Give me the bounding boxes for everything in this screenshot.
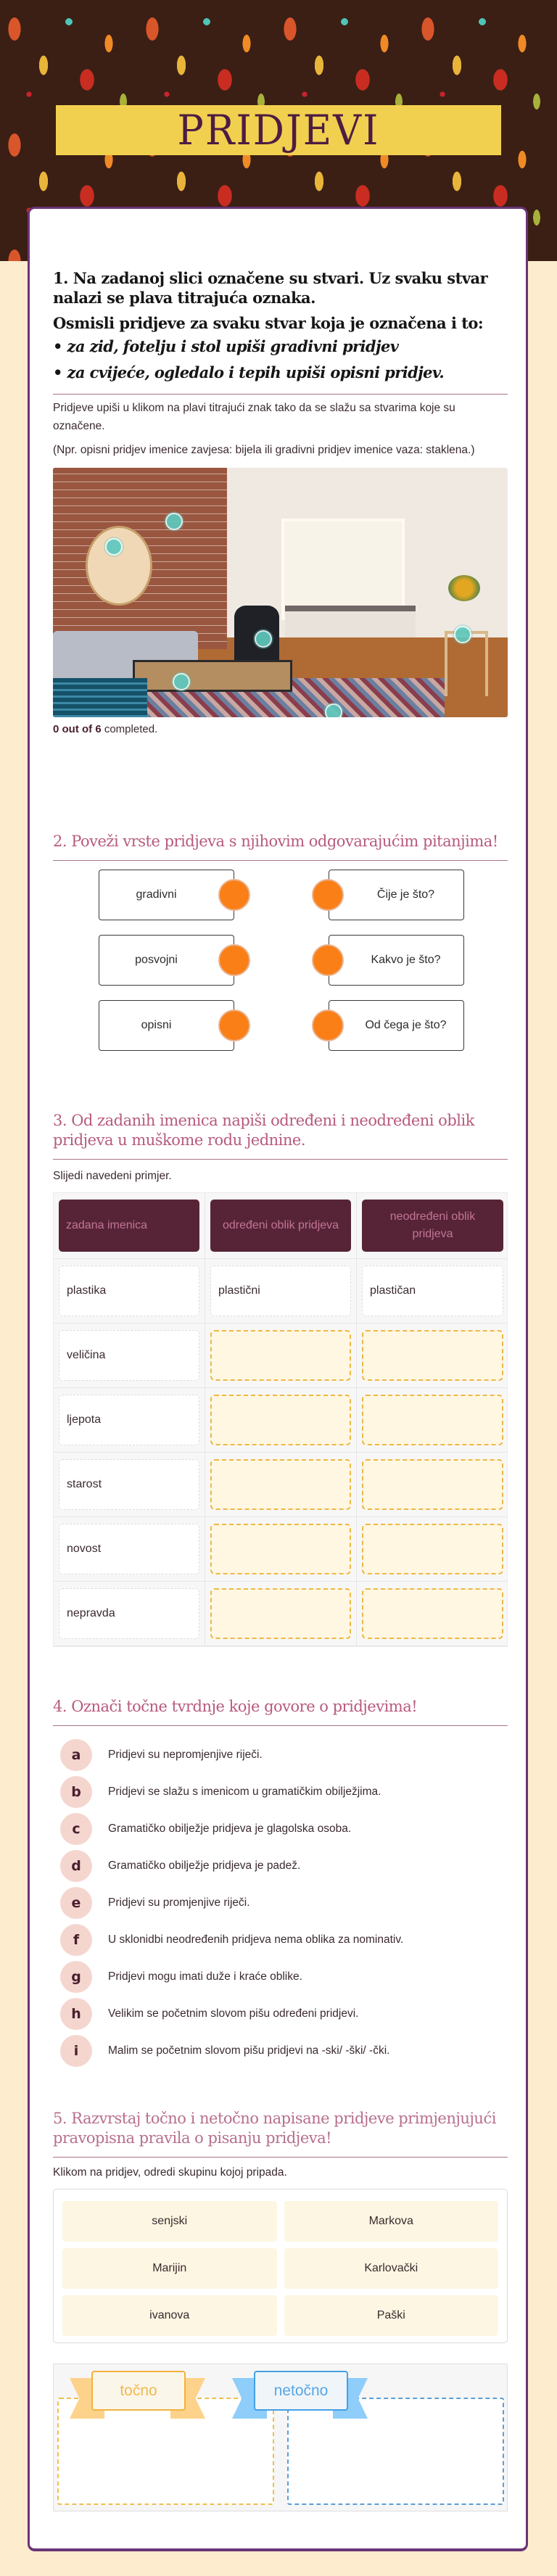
worksheet-card (28, 207, 528, 2551)
completion-count: 0 out of 6 (53, 723, 102, 735)
match-right-item[interactable] (329, 870, 464, 920)
option-letter: h (60, 1998, 92, 2030)
adjective-chip-panel (53, 2189, 508, 2343)
definite-input[interactable] (210, 1524, 351, 1574)
option-text: U sklonidbi neodređenih pridjeva nema oblika za nominativ. (108, 1933, 404, 1946)
option-text: Pridjevi mogu imati duže i kraće oblike. (108, 1970, 302, 1983)
option-text: Malim se početnim slovom pišu pridjevi na -ski/ -ški/ -čki. (108, 2044, 390, 2057)
page-title: PRIDJEVI (177, 106, 380, 154)
match-right-item[interactable] (329, 935, 464, 986)
question-5 (53, 2109, 508, 2511)
option-letter: b (60, 1776, 92, 1808)
option-d[interactable] (53, 1847, 508, 1884)
option-letter: d (60, 1850, 92, 1882)
option-h[interactable] (53, 1995, 508, 2032)
adjective-chip[interactable]: Paški (284, 2295, 499, 2336)
coffee-table (133, 660, 292, 692)
definite-cell: plastični (210, 1266, 351, 1316)
window-bench (285, 606, 416, 637)
option-text: Pridjevi su nepromjenjive riječi. (108, 1748, 263, 1761)
match-label: Čije je što? (376, 888, 435, 901)
question-1-bullet: • za cvijeće, ogledalo i tepih upiši opisni pridjev. (53, 363, 445, 381)
option-a[interactable] (53, 1736, 508, 1773)
table-row (54, 1324, 507, 1388)
bucket-incorrect-label: netočno (254, 2371, 348, 2411)
match-connector-dot[interactable] (218, 1010, 250, 1041)
noun-cell: novost (59, 1524, 199, 1574)
divider (53, 1159, 508, 1160)
bucket-correct-label: točno (91, 2371, 186, 2411)
match-left-item[interactable] (99, 935, 234, 986)
indefinite-input[interactable] (362, 1395, 503, 1445)
option-e[interactable] (53, 1884, 508, 1921)
question-4-title: 4. Označi točne tvrdnje koje govore o pridjevima! (53, 1698, 418, 1715)
round-mirror (86, 526, 152, 606)
column-header: određeni oblik pridjeva (210, 1200, 351, 1252)
question-5-title: 5. Razvrstaj točno i netočno napisane pridjeve primjenjujući pravopisna pravila o pisanju pridjeva! (53, 2110, 496, 2147)
match-label: gradivni (136, 888, 177, 901)
divider (53, 394, 508, 395)
divider (53, 1725, 508, 1726)
divider (53, 2157, 508, 2158)
blanket (53, 678, 147, 717)
match-connector-dot[interactable] (218, 944, 250, 976)
noun-cell: ljepota (59, 1395, 199, 1445)
match-label: Od čega je što? (365, 1019, 447, 1031)
match-label: opisni (141, 1019, 172, 1031)
question-3-instruction: Slijedi navedeni primjer. (53, 1170, 172, 1182)
option-text: Gramatičko obilježje pridjeva je padež. (108, 1859, 301, 1872)
indefinite-input[interactable] (362, 1524, 503, 1574)
adjective-chip[interactable]: Markova (284, 2201, 499, 2242)
completion-status (53, 723, 508, 735)
adjective-chip[interactable]: Karlovački (284, 2248, 499, 2289)
question-1-title: 1. Na zadanoj slici označene su stvari. Uz svaku stvar nalazi se plava titrajuća oznaka. (53, 269, 488, 307)
hotspot-rug[interactable] (325, 703, 342, 717)
sorting-buckets (53, 2364, 508, 2511)
adjective-chip[interactable]: Marijin (62, 2248, 277, 2289)
question-1-subtitle: Osmisli pridjeve za svaku stvar koja je označena i to: (53, 314, 484, 332)
definite-input[interactable] (210, 1330, 351, 1381)
question-5-instruction: Klikom na pridjev, odredi skupinu kojoj pripada. (53, 2166, 287, 2179)
noun-cell: starost (59, 1459, 199, 1510)
column-header: zadana imenica (59, 1200, 199, 1252)
match-connector-dot[interactable] (218, 879, 250, 911)
indefinite-input[interactable] (362, 1459, 503, 1510)
option-letter: c (60, 1813, 92, 1845)
table-row (54, 1453, 507, 1517)
question-3-title: 3. Od zadanih imenica napiši određeni i neodređeni oblik pridjeva u muškome rodu jednine. (53, 1112, 474, 1149)
option-f[interactable] (53, 1921, 508, 1958)
column-header: neodređeni oblik pridjeva (362, 1200, 503, 1252)
adjective-table (53, 1192, 508, 1647)
question-1-instruction: Pridjeve upiši u klikom na plavi titrajući znak tako da se slažu sa stvarima koje su označene. (53, 402, 455, 432)
title-banner (56, 105, 501, 155)
option-text: Pridjevi su promjenjive riječi. (108, 1896, 250, 1909)
indefinite-cell: plastičan (362, 1266, 503, 1316)
matching-area (53, 861, 508, 1078)
noun-cell: plastika (59, 1266, 199, 1316)
match-connector-dot[interactable] (312, 1010, 344, 1041)
noun-cell: nepravda (59, 1588, 199, 1639)
hotspot-flowers[interactable] (454, 626, 471, 643)
options-list (53, 1736, 508, 2069)
question-4 (53, 1697, 508, 2069)
adjective-chip[interactable]: ivanova (62, 2295, 277, 2336)
option-letter: e (60, 1887, 92, 1919)
hotspot-wall[interactable] (165, 513, 183, 530)
match-label: Kakvo je što? (371, 954, 441, 966)
option-letter: f (60, 1924, 92, 1956)
hotspot-table[interactable] (173, 673, 190, 690)
option-text: Gramatičko obilježje pridjeva je glagolska osoba. (108, 1822, 352, 1835)
option-letter: g (60, 1961, 92, 1993)
noun-cell: veličina (59, 1330, 199, 1381)
option-text: Pridjevi se slažu s imenicom u gramatičkim obilježjima. (108, 1785, 381, 1798)
definite-input[interactable] (210, 1588, 351, 1639)
question-1-bullet: • za zid, fotelju i stol upiši gradivni pridjev (53, 337, 399, 355)
table-row (54, 1517, 507, 1582)
question-2-title: 2. Poveži vrste pridjeva s njihovim odgovarajućim pitanjima! (53, 833, 498, 850)
match-label: posvojni (135, 954, 178, 966)
match-left-item[interactable] (99, 870, 234, 920)
table-header-row (54, 1193, 507, 1259)
question-3 (53, 1111, 508, 1647)
table-row (54, 1582, 507, 1646)
match-right-item[interactable] (329, 1000, 464, 1051)
living-room-photo (53, 468, 508, 717)
sunflowers (448, 575, 480, 601)
definite-input[interactable] (210, 1395, 351, 1445)
option-letter: i (60, 2035, 92, 2067)
question-1-example: (Npr. opisni pridjev imenice zavjesa: bijela ili gradivni pridjev imenice vaza: staklena.) (53, 444, 475, 456)
hotspot-armchair[interactable] (255, 630, 272, 648)
option-text: Velikim se početnim slovom pišu određeni pridjevi. (108, 2007, 359, 2020)
definite-input[interactable] (210, 1459, 351, 1510)
match-connector-dot[interactable] (312, 944, 344, 976)
option-letter: a (60, 1739, 92, 1771)
match-connector-dot[interactable] (312, 879, 344, 911)
window (281, 519, 405, 620)
option-g[interactable] (53, 1958, 508, 1995)
completion-suffix: completed. (101, 723, 158, 735)
question-2 (53, 832, 508, 1078)
table-row (54, 1259, 507, 1324)
question-1 (53, 268, 508, 735)
option-c[interactable] (53, 1810, 508, 1847)
option-b[interactable] (53, 1773, 508, 1810)
indefinite-input[interactable] (362, 1330, 503, 1381)
match-left-item[interactable] (99, 1000, 234, 1051)
hotspot-mirror[interactable] (105, 538, 123, 556)
adjective-chip[interactable]: senjski (62, 2201, 277, 2242)
table-row (54, 1388, 507, 1453)
indefinite-input[interactable] (362, 1588, 503, 1639)
option-i[interactable] (53, 2032, 508, 2069)
